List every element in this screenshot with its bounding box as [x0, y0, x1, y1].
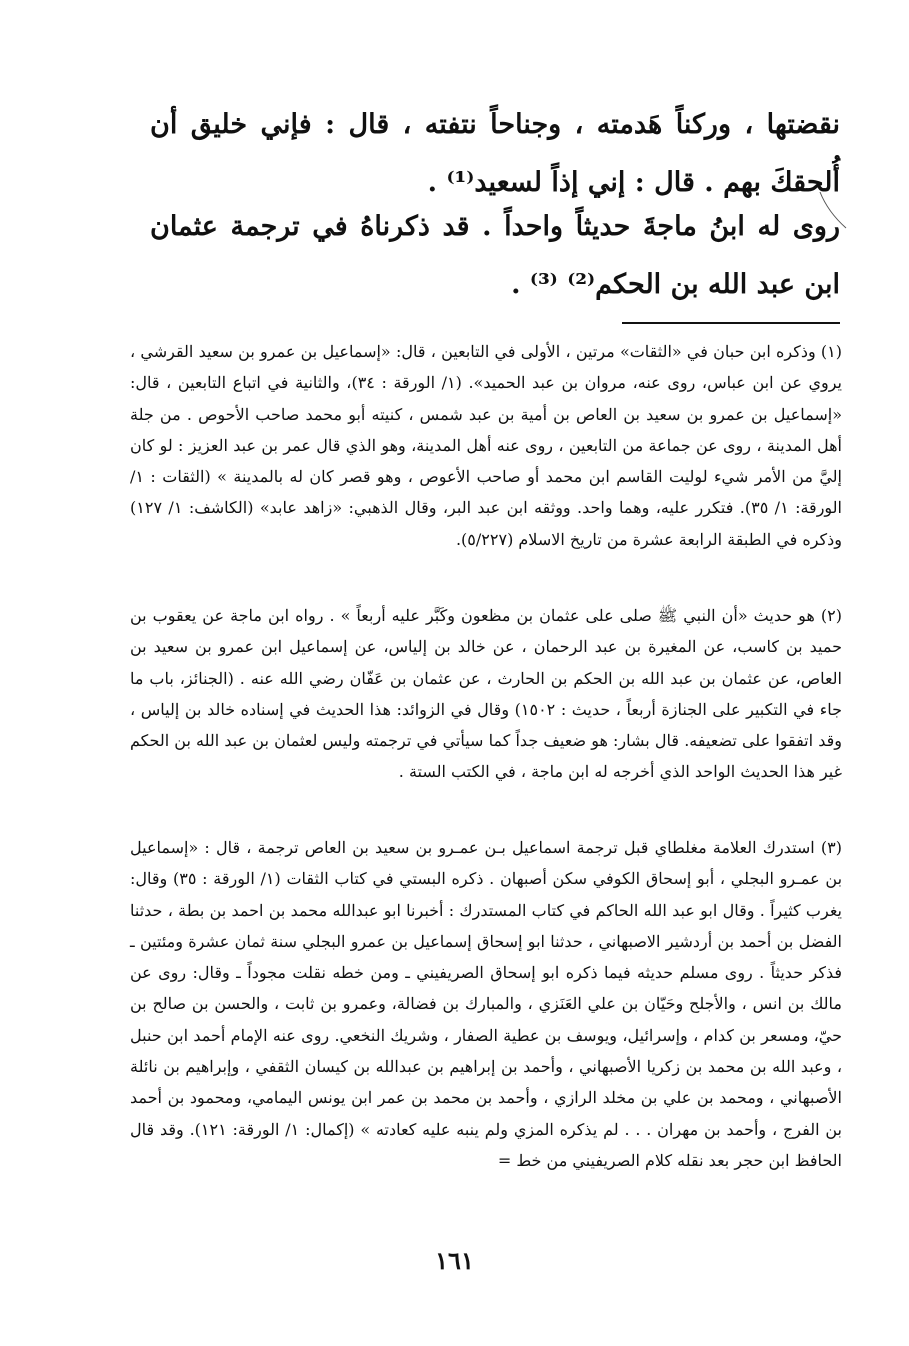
footnote-2: (٢) هو حديث «أن النبي ﷺ صلى على عثمان بن مظعون وكَبَّر عليه أربعاً » . رواه ابن ماجة عن يعقوب بن حميد بن كاسب، عن المغيرة بن عبد الرحمان ، عن خالد بن إلياس، عن إسماعيل ابن عمرو بن سعيد بن العاص، عن عثمان بن عبد الله بن الحكم بن الحارث ، عن عثمان بن عَفّان رضي الله عنه . (الجنائز، باب ما جاء في التكبير على الجنازة أربعاً ، حديث : ١٥٠٢) وقال في الزوائد: هذا الحديث في إسناده خالد بن إلياس ، وقد اتفقوا على تضعيفه. قال بشار: هو ضعيف جداً كما سيأتي في ترجمته وليس لعثمان بن عبد الله بن الحكم غير هذا الحديث الواحد الذي أخرجه له ابن ماجة ، في الكتب الستة . [130, 606, 843, 782]
footnote-divider [622, 322, 840, 324]
footnote-3: (٣) استدرك العلامة مغلطاي قبل ترجمة اسماعيل بـن عمـرو بن سعيد بن العاص ترجمة ، قال : «إسماعيل بن عمـرو البجلي ، أبو إسحاق الكوفي سكن أصبهان . ذكره البستي في كتاب الثقات (١/ الورقة : ٣٥) وقال: يغرب كثيراً . وقال ابو عبد الله الحاكم في كتاب المستدرك : أخبرنا ابو عبدالله محمد بن احمد بن بطة ، حدثنا الفضل بن أحمد بن أردشير الاصبهاني ، حدثنا ابو إسحاق إسماعيل بن عمرو البجلي سنة ثمان عشرة ومئتين ـ فذكر حديثاً . روى مسلم حديثه فيما ذكره ابو إسحاق الصريفيني ـ ومن خطه نقلت مجوداً ـ وقال: روى عن مالك بن انس ، والأجلح وحَيّان بن علي العَنَزي ، والمبارك بن فضالة، وعمرو بن ثابت ، والحسن بن صالح بن حيّ، ومسعر بن كدام ، وإسرائيل، ويوسف بن عطية الصفار ، وشريك النخعي. روى عنه الإمام أحمد ابن حنبل ، وعبد الله بن محمد بن زكريا الأصبهاني ، وأحمد بن إبراهيم بن عبدالله بن كيسان الثقفي ، وإبراهيم بن نائلة الأصبهاني ، ومحمد بن علي بن مخلد الرازي ، وأحمد بن محمد بن عمر ابن يونس اليمامي، ومحمود بن أحمد بن الفرج ، وأحمد بن مهران . . . لم يذكره المزي ولم ينبه عليه كعادته » (إكمال: ١/ الورقة: ١٢١). وقد قال الحافظ ابن حجر بعد نقله كلام الصريفيني من خط = [130, 838, 843, 1170]
main-paragraph-1: نقضتها ، وركناً هَدمته ، وجناحاً نتفته ، قال : فإني خليق أن أُلحقكَ بهم . قال : إني إذاً لسعيد⁽¹⁾ . [150, 109, 840, 198]
main-paragraph-2: روى له ابنُ ماجةَ حديثاً واحداً . قد ذكرناهُ في ترجمة عثمان ابن عبد الله بن الحكم⁽²⁾ ⁽³⁾ . [150, 211, 840, 300]
footnote-1: (١) وذكره ابن حبان في «الثقات» مرتين ، الأولى في التابعين ، قال: «إسماعيل بن عمرو بن سعيد القرشي ، يروي عن ابن عباس، روى عنه، مروان بن عبد الحميد». (١/ الورقة : ٣٤)، والثانية في اتباع التابعين ، قال: «إسماعيل بن عمرو بن سعيد بن العاص بن أمية بن عبد شمس ، كنيته أبو محمد صاحب الأحوص . من جلة أهل المدينة ، روى عن جماعة من التابعين ، روى عنه أهل المدينة، وهو الذي قال عمر بن عبد العزيز : لو كان إليَّ من الأمر شيء لوليت القاسم ابن محمد أو صاحب الأعوص ، وهو قصر كان له بالمدينة » (الثقات : ١/ الورقة: ١/ ٣٥). فتكرر عليه، وهما واحد. ووثقه ابن عبد البر، وقال الذهبي: «زاهد عابد» (الكاشف: ١/ ١٢٧) وذكره في الطبقة الرابعة عشرة من تاريخ الاسلام (٥/٢٢٧). [130, 342, 843, 549]
page-number: ١٦١ [435, 1246, 474, 1275]
